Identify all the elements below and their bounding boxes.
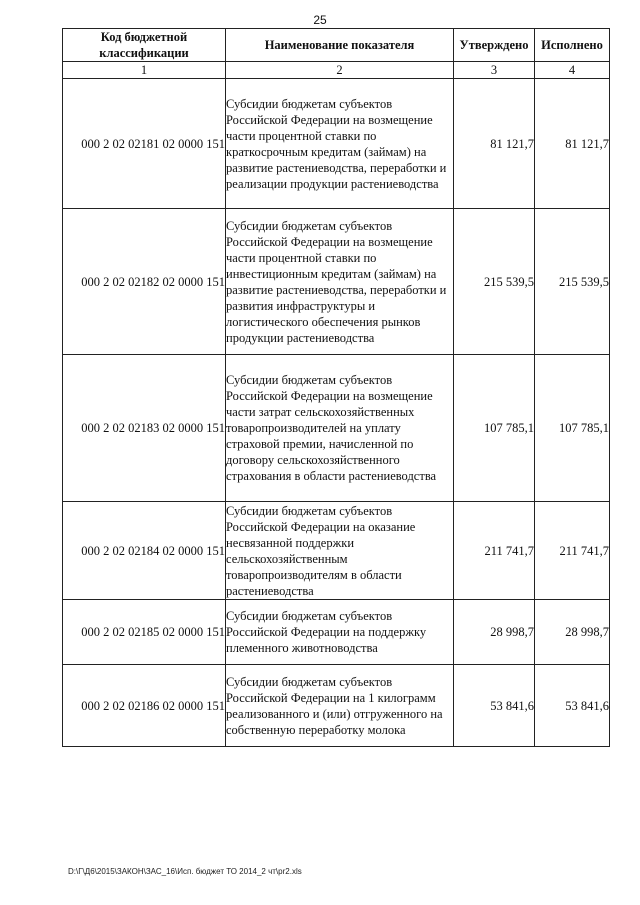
- column-number: 1: [63, 62, 226, 79]
- table-row: [63, 665, 610, 747]
- header-name: Наименование показателя: [226, 29, 454, 62]
- table-header-row: [63, 29, 610, 62]
- table-row: [63, 355, 610, 502]
- row-name: Субсидии бюджетам субъектов Российской Федерации на 1 килограмм реализованного и (или) отгруженного на собственную переработку молока: [226, 665, 454, 747]
- budget-table: [62, 28, 610, 747]
- row-name: Субсидии бюджетам субъектов Российской Федерации на оказание несвязанной поддержки сельскохозяйственным товаропроизводителям в области растениеводства: [226, 502, 454, 600]
- row-code: 000 2 02 02182 02 0000 151: [63, 209, 226, 355]
- row-code: 000 2 02 02184 02 0000 151: [63, 502, 226, 600]
- row-executed: 215 539,5: [535, 209, 610, 355]
- row-name: Субсидии бюджетам субъектов Российской Федерации на поддержку племенного животноводства: [226, 600, 454, 665]
- table-row: [63, 209, 610, 355]
- row-executed: 53 841,6: [535, 665, 610, 747]
- row-code: 000 2 02 02183 02 0000 151: [63, 355, 226, 502]
- row-code: 000 2 02 02181 02 0000 151: [63, 79, 226, 209]
- column-number: 2: [226, 62, 454, 79]
- row-executed: 28 998,7: [535, 600, 610, 665]
- row-code: 000 2 02 02185 02 0000 151: [63, 600, 226, 665]
- row-approved: 211 741,7: [454, 502, 535, 600]
- header-approved: Утверждено: [454, 29, 535, 62]
- table-row: [63, 600, 610, 665]
- page-number: 25: [313, 13, 327, 27]
- table-row: [63, 79, 610, 209]
- column-number-row: [63, 62, 610, 79]
- header-executed: Исполнено: [535, 29, 610, 62]
- row-approved: 28 998,7: [454, 600, 535, 665]
- header-code: Код бюджетной классификации: [63, 29, 226, 62]
- row-approved: 107 785,1: [454, 355, 535, 502]
- file-path-footer: D:\Г\Д6\2015\ЗАКОН\ЗАС_16\Исп. бюджет ТО 2014_2 чт\pr2.xls: [68, 867, 302, 876]
- row-name: Субсидии бюджетам субъектов Российской Федерации на возмещение части затрат сельскохозяйственных товаропроизводителей на уплату страховой премии, начисленной по договору сельскохозяйственного страхования в области растениеводства: [226, 355, 454, 502]
- row-name: Субсидии бюджетам субъектов Российской Федерации на возмещение части процентной ставки по инвестиционным кредитам (займам) на развитие растениеводства, переработки и развития инфраструктуры и логистического обеспечения рынков продукции растениеводства: [226, 209, 454, 355]
- row-approved: 215 539,5: [454, 209, 535, 355]
- column-number: 3: [454, 62, 535, 79]
- row-executed: 107 785,1: [535, 355, 610, 502]
- table-row: [63, 502, 610, 600]
- row-approved: 81 121,7: [454, 79, 535, 209]
- row-name: Субсидии бюджетам субъектов Российской Федерации на возмещение части процентной ставки по краткосрочным кредитам (займам) на развитие растениеводства, переработки и реализации продукции растениеводства: [226, 79, 454, 209]
- row-executed: 81 121,7: [535, 79, 610, 209]
- row-approved: 53 841,6: [454, 665, 535, 747]
- row-executed: 211 741,7: [535, 502, 610, 600]
- row-code: 000 2 02 02186 02 0000 151: [63, 665, 226, 747]
- column-number: 4: [535, 62, 610, 79]
